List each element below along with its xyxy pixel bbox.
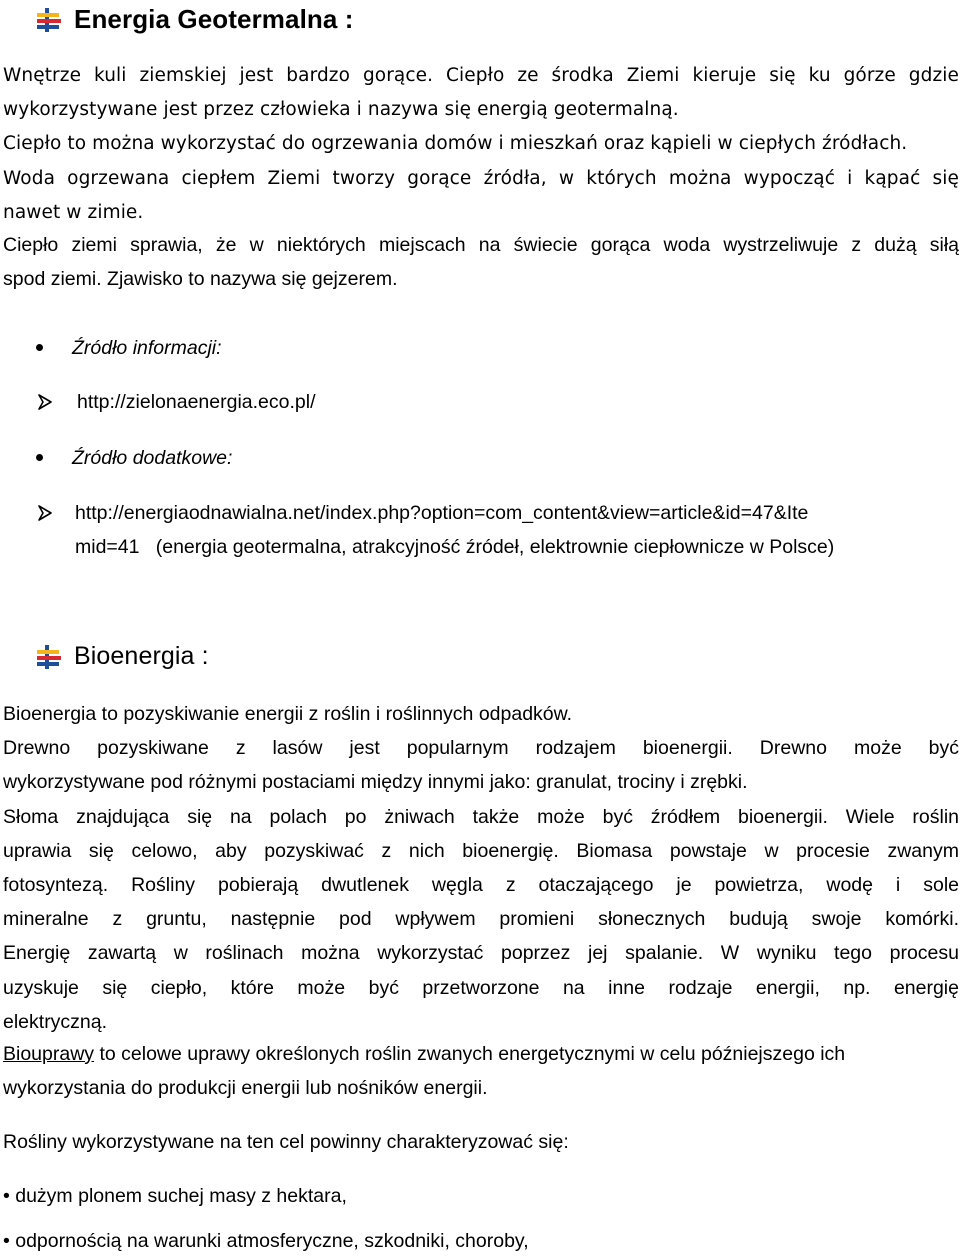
bioenergy-line: Energię zawartą w roślinach można wykorzystać poprzez jej spalanie. W wyniku tego procesu <box>3 942 959 965</box>
bioupr-line <box>3 1037 959 1071</box>
source-link-item <box>38 385 316 419</box>
bioenergy-line: uzyskuje się ciepło, które może być przetworzone na inne rodzaje energii, np. energię <box>3 976 959 999</box>
geothermal-line: Ciepło ziemi sprawia, że w niektórych miejscach na świecie gorąca woda wystrzeliwuje z dużą siłą <box>3 234 959 256</box>
source-extra-link-block <box>75 496 834 564</box>
geothermal-title: Energia Geotermalna : <box>74 4 354 34</box>
source-extra-item <box>36 441 232 475</box>
bioenergy-line: elektryczną. <box>3 1010 108 1033</box>
geothermal-line: Woda ogrzewana ciepłem Ziemi tworzy gorące źródła, w których można wypocząć i kąpać się <box>3 167 959 189</box>
bioenergy-heading <box>36 642 209 671</box>
source-extra-label: Źródło dodatkowe: <box>72 447 233 469</box>
geothermal-body-2 <box>3 228 959 296</box>
geothermal-line: wykorzystywane jest przez człowieka i nazywa się energią geotermalną. <box>3 99 679 121</box>
bullet-dot-icon <box>36 344 43 351</box>
geothermal-heading <box>36 4 354 35</box>
geothermal-body <box>3 59 959 230</box>
source-info-label: Źródło informacji: <box>72 337 222 359</box>
source-info-item <box>36 331 222 365</box>
bioenergy-line: uprawia się celowo, aby pozyskiwać z nich bioenergię. Biomasa powstaje w procesie zwanym <box>3 839 959 862</box>
criteria-list-2 <box>3 1224 959 1258</box>
geothermal-line: Ciepło to można wykorzystać do ogrzewania domów i mieszkań oraz kąpieli w ciepłych źródłach. <box>3 133 908 155</box>
geothermal-line: spod ziemi. Zjawisko to nazywa się gejzerem. <box>3 268 398 291</box>
bioenergy-line: Drewno pozyskiwane z lasów jest popularnym rodzajem bioenergii. Drewno może być <box>3 737 959 760</box>
criteria-list <box>3 1179 959 1213</box>
bioenergy-line: Słoma znajdująca się na polach po żniwach także może być źródłem bioenergii. Wiele roślin <box>3 805 959 828</box>
source-extra-link-item <box>38 496 834 564</box>
bullet-dot-icon <box>36 454 43 461</box>
stacked-bars-icon <box>36 7 62 33</box>
arrow-bullet-icon <box>38 385 52 410</box>
geothermal-line: nawet w zimie. <box>3 201 144 223</box>
arrow-bullet-icon <box>38 496 52 521</box>
bioenergy-line: wykorzystywane pod różnymi postaciami między innymi jako: granulat, trociny i zrębki. <box>3 771 748 794</box>
bioupr-line-2: wykorzystania do produkcji energii lub nośników energii. <box>3 1077 488 1100</box>
bioupr-text: to celowe uprawy określonych roślin zwanych energetycznymi w celu późniejszego ich <box>94 1043 846 1065</box>
criteria-intro-text: Rośliny wykorzystywane na ten cel powinny charakteryzować się: <box>3 1131 569 1153</box>
bioenergy-line: Bioenergia to pozyskiwanie energii z roślin i roślinnych odpadków. <box>3 703 573 725</box>
source-extra-link-cont: mid=41 (energia geotermalna, atrakcyjność źródeł, elektrownie ciepłownicze w Polsce) <box>75 536 835 559</box>
geothermal-line: Wnętrze kuli ziemskiej jest bardzo gorące. Ciepło ze środka Ziemi kieruje się ku górze gdzie <box>3 65 959 86</box>
bioenergy-line: fotosyntezą. Rośliny pobierają dwutlenek węgla z otaczającego je powietrza, wodę i sole <box>3 873 959 896</box>
bioupr-paragraph <box>3 1037 959 1105</box>
stacked-bars-icon <box>36 644 62 670</box>
criteria-item: • odpornością na warunki atmosferyczne, szkodniki, choroby, <box>3 1230 529 1252</box>
bioenergy-body <box>3 697 959 1039</box>
bioupr-link[interactable]: Biouprawy <box>3 1043 95 1065</box>
source-extra-link[interactable]: http://energiaodnawialna.net/index.php?option=com_content&view=article&id=47&Ite <box>75 502 809 524</box>
source-link[interactable]: http://zielonaenergia.eco.pl/ <box>77 391 316 413</box>
bioenergy-title: Bioenergia : <box>74 642 209 670</box>
criteria-intro <box>3 1125 959 1159</box>
criteria-item: • dużym plonem suchej masy z hektara, <box>3 1185 347 1207</box>
bioenergy-line: mineralne z gruntu, następnie pod wpływem promieni słonecznych budują swoje komórki. <box>3 908 959 931</box>
